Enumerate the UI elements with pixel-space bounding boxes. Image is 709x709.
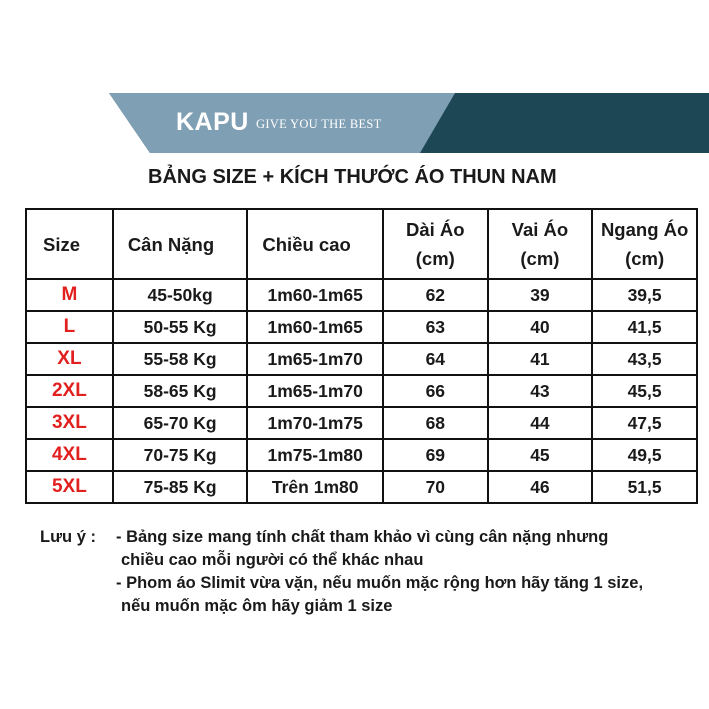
cell-width: 41,5 bbox=[592, 311, 697, 343]
cell-height: 1m60-1m65 bbox=[247, 279, 383, 311]
cell-length: 64 bbox=[383, 343, 488, 375]
cell-length: 70 bbox=[383, 471, 488, 503]
table-row bbox=[26, 343, 697, 375]
table-row bbox=[26, 279, 697, 311]
table-row bbox=[26, 311, 697, 343]
cell-height: 1m65-1m70 bbox=[247, 343, 383, 375]
header-width: Ngang Áo (cm) bbox=[592, 209, 697, 279]
cell-shoulder: 40 bbox=[488, 311, 593, 343]
cell-shoulder: 43 bbox=[488, 375, 593, 407]
note-line: - Bảng size mang tính chất tham khảo vì cùng cân nặng nhưng bbox=[116, 528, 609, 546]
cell-width: 43,5 bbox=[592, 343, 697, 375]
cell-height: 1m75-1m80 bbox=[247, 439, 383, 471]
table-row bbox=[26, 407, 697, 439]
cell-width: 45,5 bbox=[592, 375, 697, 407]
cell-length: 66 bbox=[383, 375, 488, 407]
cell-height: Trên 1m80 bbox=[247, 471, 383, 503]
cell-height: 1m70-1m75 bbox=[247, 407, 383, 439]
cell-height: 1m65-1m70 bbox=[247, 375, 383, 407]
cell-width: 49,5 bbox=[592, 439, 697, 471]
cell-length: 68 bbox=[383, 407, 488, 439]
cell-height: 1m60-1m65 bbox=[247, 311, 383, 343]
note-line: chiều cao mỗi người có thể khác nhau bbox=[121, 551, 424, 569]
cell-shoulder: 45 bbox=[488, 439, 593, 471]
cell-length: 69 bbox=[383, 439, 488, 471]
cell-shoulder: 41 bbox=[488, 343, 593, 375]
note-line: nếu muốn mặc ôm hãy giảm 1 size bbox=[121, 597, 393, 615]
cell-size: 5XL bbox=[26, 471, 113, 503]
cell-shoulder: 46 bbox=[488, 471, 593, 503]
page-title: BẢNG SIZE + KÍCH THƯỚC ÁO THUN NAM bbox=[148, 166, 557, 188]
header-shoulder: Vai Áo (cm) bbox=[488, 209, 593, 279]
note-label: Lưu ý : bbox=[40, 528, 96, 546]
brand-name: KAPU bbox=[176, 108, 249, 136]
cell-weight: 70-75 Kg bbox=[113, 439, 248, 471]
cell-weight: 45-50kg bbox=[113, 279, 248, 311]
header-size: Size bbox=[26, 209, 113, 279]
note-line: - Phom áo Slimit vừa vặn, nếu muốn mặc rộng hơn hãy tăng 1 size, bbox=[116, 574, 644, 592]
cell-size: L bbox=[26, 311, 113, 343]
table-row bbox=[26, 375, 697, 407]
cell-size: 3XL bbox=[26, 407, 113, 439]
cell-width: 51,5 bbox=[592, 471, 697, 503]
header-weight: Cân Nặng bbox=[113, 209, 248, 279]
cell-shoulder: 39 bbox=[488, 279, 593, 311]
cell-weight: 55-58 Kg bbox=[113, 343, 248, 375]
table-header-row bbox=[26, 209, 697, 279]
size-chart-table bbox=[25, 208, 698, 504]
cell-length: 62 bbox=[383, 279, 488, 311]
cell-shoulder: 44 bbox=[488, 407, 593, 439]
cell-weight: 65-70 Kg bbox=[113, 407, 248, 439]
header-height: Chiều cao bbox=[247, 209, 383, 279]
brand-tagline: GIVE YOU THE BEST bbox=[256, 117, 382, 131]
cell-size: 4XL bbox=[26, 439, 113, 471]
header-length: Dài Áo (cm) bbox=[383, 209, 488, 279]
cell-length: 63 bbox=[383, 311, 488, 343]
cell-width: 39,5 bbox=[592, 279, 697, 311]
cell-size: 2XL bbox=[26, 375, 113, 407]
size-note bbox=[40, 526, 700, 618]
table-row bbox=[26, 471, 697, 503]
cell-size: XL bbox=[26, 343, 113, 375]
cell-weight: 75-85 Kg bbox=[113, 471, 248, 503]
cell-width: 47,5 bbox=[592, 407, 697, 439]
cell-weight: 50-55 Kg bbox=[113, 311, 248, 343]
cell-weight: 58-65 Kg bbox=[113, 375, 248, 407]
cell-size: M bbox=[26, 279, 113, 311]
table-row bbox=[26, 439, 697, 471]
